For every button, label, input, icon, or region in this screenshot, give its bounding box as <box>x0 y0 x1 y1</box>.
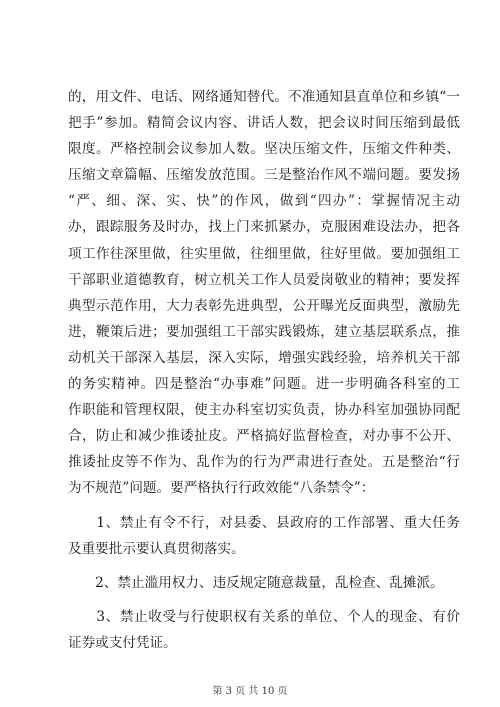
list-item-2 <box>68 570 460 596</box>
text-line: 的务实精神。四是整治“办事难”问题。进一步明确各科室的工 <box>68 376 460 393</box>
paragraph-spacer <box>68 502 460 510</box>
text-line: 典型示范作用，大力表彰先进典型，公开曝光反面典型，激励先 <box>68 297 460 314</box>
paragraph-spacer <box>68 562 460 570</box>
text-line: 动机关干部深入基层，深入实际，增强实践经验，培养机关干部 <box>68 349 460 366</box>
list-item-3 <box>68 604 460 656</box>
text-line: 办，跟踪服务及时办，找上门来抓紧办，克服困难设法办，把各 <box>68 219 460 236</box>
text-line: 推诿扯皮等不作为、乱作为的行为严肃进行查处。五是整治“行 <box>68 454 460 471</box>
text-line: 作职能和管理权限，使主办科室切实负责，协办科室加强协同配 <box>68 402 460 419</box>
paragraph-spacer <box>68 596 460 604</box>
text-line: 及重要批示要认真贯彻落实。 <box>68 540 245 557</box>
text-line: 把手”参加。精简会议内容、讲话人数，把会议时间压缩到最低 <box>68 115 460 132</box>
list-item-1 <box>68 510 460 562</box>
text-line: 项工作往深里做，往实里做，往细里做，往好里做。要加强组工 <box>68 245 460 262</box>
document-body <box>68 84 460 656</box>
text-line: 2、禁止滥用权力、违反规定随意裁量，乱检查、乱摊派。 <box>68 574 444 591</box>
text-line: “严、细、深、实、快”的作风，做到“四办”：掌握情况主动 <box>68 193 460 210</box>
page-number-footer: 第 3 页 共 10 页 <box>212 686 288 697</box>
text-line: 1、禁止有令不行，对县委、县政府的工作部署、重大任务 <box>68 514 460 531</box>
text-line: 压缩文章篇幅、压缩发放范围。三是整治作风不端问题。要发扬 <box>68 167 460 184</box>
text-line: 限度。严格控制会议参加人数。坚决压缩文件，压缩文件种类、 <box>68 141 460 158</box>
text-line: 干部职业道德教育，树立机关工作人员爱岗敬业的精神；要发挥 <box>68 271 460 288</box>
text-line: 为不规范”问题。要严格执行行政效能“八条禁令”： <box>68 480 375 497</box>
text-line: 进，鞭策后进；要加强组工干部实践锻炼，建立基层联系点，推 <box>68 323 460 340</box>
paragraph-1 <box>68 84 460 502</box>
text-line: 证券或支付凭证。 <box>68 634 177 651</box>
text-line: 的，用文件、电话、网络通知替代。不准通知县直单位和乡镇“一 <box>68 89 460 105</box>
text-line: 合，防止和减少推诿扯皮。严格搞好监督检查，对办事不公开、 <box>68 428 460 445</box>
text-line: 3、禁止收受与行使职权有关系的单位、个人的现金、有价 <box>68 608 460 625</box>
